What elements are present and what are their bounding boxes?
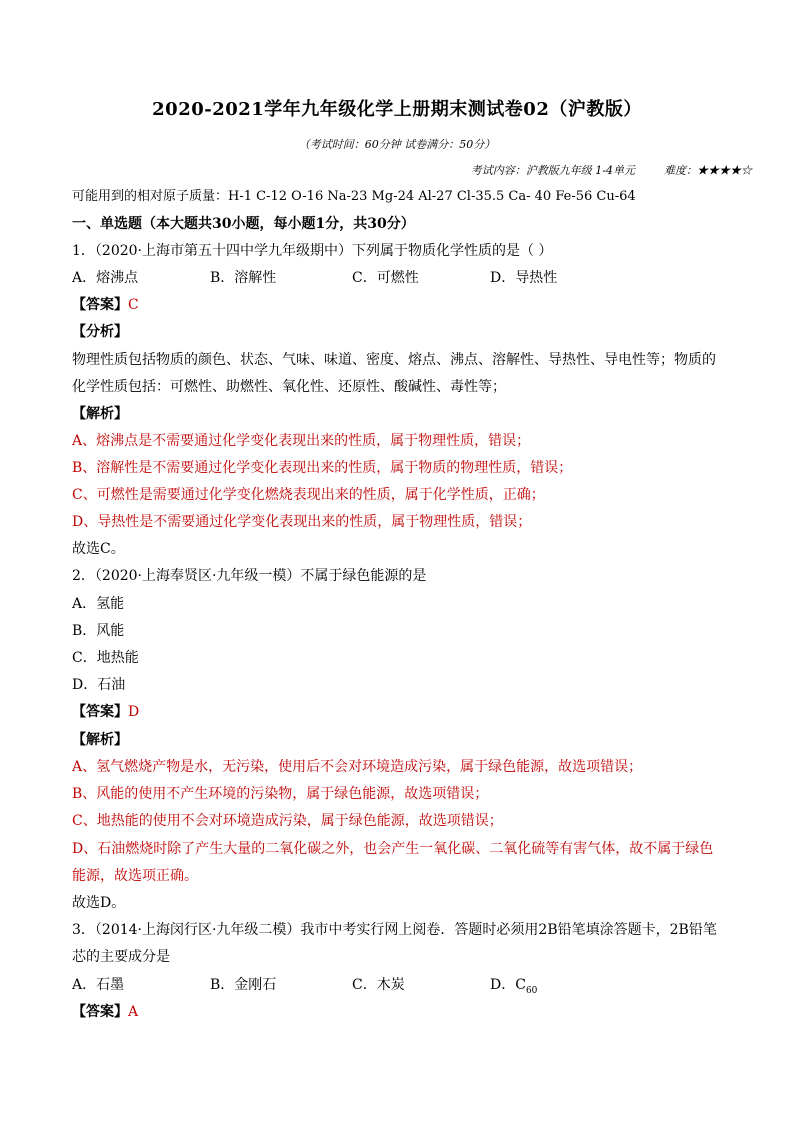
q3-option-d-subscript: 60 (525, 985, 538, 996)
q1-conclusion: 故选C。 (72, 541, 125, 557)
q2-option-b: B．风能 (72, 623, 125, 639)
q2-explain-d-cont: 能源，故选项正确。 (72, 868, 198, 884)
exam-meta (471, 162, 752, 178)
q3-option-a: A．石墨 (72, 977, 125, 993)
answer-label: 【答案】 (72, 704, 128, 720)
q3-options (72, 975, 537, 1001)
q2-option-d: D．石油 (72, 677, 126, 693)
q3-answer (72, 1002, 138, 1022)
q1-analysis-line-2: 化学性质包括：可燃性、助燃性、氧化性、还原性、酸碱性、毒性等； (72, 379, 506, 395)
q1-option-b: B．溶解性 (210, 270, 277, 286)
atomic-masses: 可能用到的相对原子质量：H-1 C-12 O-16 Na-23 Mg-24 Al-27 Cl-35.5 Ca- 40 Fe-56 Cu-64 (72, 189, 636, 204)
q3-stem-line-2: 芯的主要成分是 (72, 949, 170, 965)
q3-option-c: C．木炭 (352, 977, 405, 993)
q2-stem: 2．（2020·上海奉贤区·九年级一模）不属于绿色能源的是 (72, 568, 427, 584)
answer-label: 【答案】 (72, 1004, 128, 1020)
q2-explain-label: 【解析】 (72, 732, 128, 748)
q1-explain-a: A、熔沸点是不需要通过化学变化表现出来的性质，属于物理性质，错误； (72, 433, 531, 449)
q3-option-b: B．金刚石 (210, 977, 277, 993)
answer-value: D (128, 704, 140, 720)
q1-explain-c: C、可燃性是需要通过化学变化燃烧表现出来的性质，属于化学性质，正确； (72, 487, 545, 503)
q1-option-d: D．导热性 (490, 270, 558, 286)
difficulty-label: 难度：★★★★☆ (664, 164, 752, 177)
q1-stem: 1．（2020·上海市第五十四中学九年级期中）下列属于物质化学性质的是（ ） (72, 243, 553, 259)
answer-label: 【答案】 (72, 297, 128, 313)
q2-explain-c: C、地热能的使用不会对环境造成污染，属于绿色能源，故选项错误； (72, 813, 503, 829)
q2-answer (72, 702, 139, 722)
q1-analysis-line-1: 物理性质包括物质的颜色、状态、气味、味道、密度、熔点、沸点、溶解性、导热性、导电性等；物质的 (72, 352, 716, 368)
q1-explain-d: D、导热性是不需要通过化学变化表现出来的性质，属于物理性质，错误； (72, 514, 532, 530)
q1-answer (72, 295, 139, 315)
q1-explain-label: 【解析】 (72, 406, 128, 422)
exam-time-info: （考试时间：60分钟 试卷满分：50分） (298, 138, 496, 151)
q1-option-c: C．可燃性 (352, 270, 419, 286)
q3-option-d (490, 975, 537, 1001)
q3-stem-line-1: 3．（2014·上海闵行区·九年级二模）我市中考实行网上阅卷．答题时必须用2B铅笔填涂答题卡，2B铅笔 (72, 922, 717, 938)
answer-value: A (128, 1004, 139, 1020)
answer-value: C (128, 297, 139, 313)
q2-option-a: A．氢能 (72, 596, 125, 612)
page-title: 2020-2021学年九年级化学上册期末测试卷02（沪教版） (152, 99, 642, 120)
q2-conclusion: 故选D。 (72, 895, 126, 911)
content-label: 考试内容：沪教版九年级 1-4单元 (470, 164, 635, 177)
q3-option-d-text: D．C (490, 977, 526, 993)
q2-option-c: C．地热能 (72, 650, 139, 666)
q1-explain-b: B、溶解性是不需要通过化学变化表现出来的性质，属于物质的物理性质，错误； (72, 460, 573, 476)
section-title: 一、单选题（本大题共30小题，每小题1分，共30分） (72, 216, 415, 232)
q2-explain-a: A、氢气燃烧产物是水，无污染，使用后不会对环境造成污染，属于绿色能源，故选项错误； (72, 759, 643, 775)
q1-analysis-label: 【分析】 (72, 324, 128, 340)
q1-options (72, 268, 557, 288)
q2-explain-d: D、石油燃烧时除了产生大量的二氧化碳之外，也会产生一氧化碳、二氧化硫等有害气体，故不属于绿色 (72, 841, 714, 857)
q1-option-a: A．熔沸点 (72, 270, 139, 286)
q2-explain-b: B、风能的使用不产生环境的污染物，属于绿色能源，故选项错误； (72, 786, 489, 802)
